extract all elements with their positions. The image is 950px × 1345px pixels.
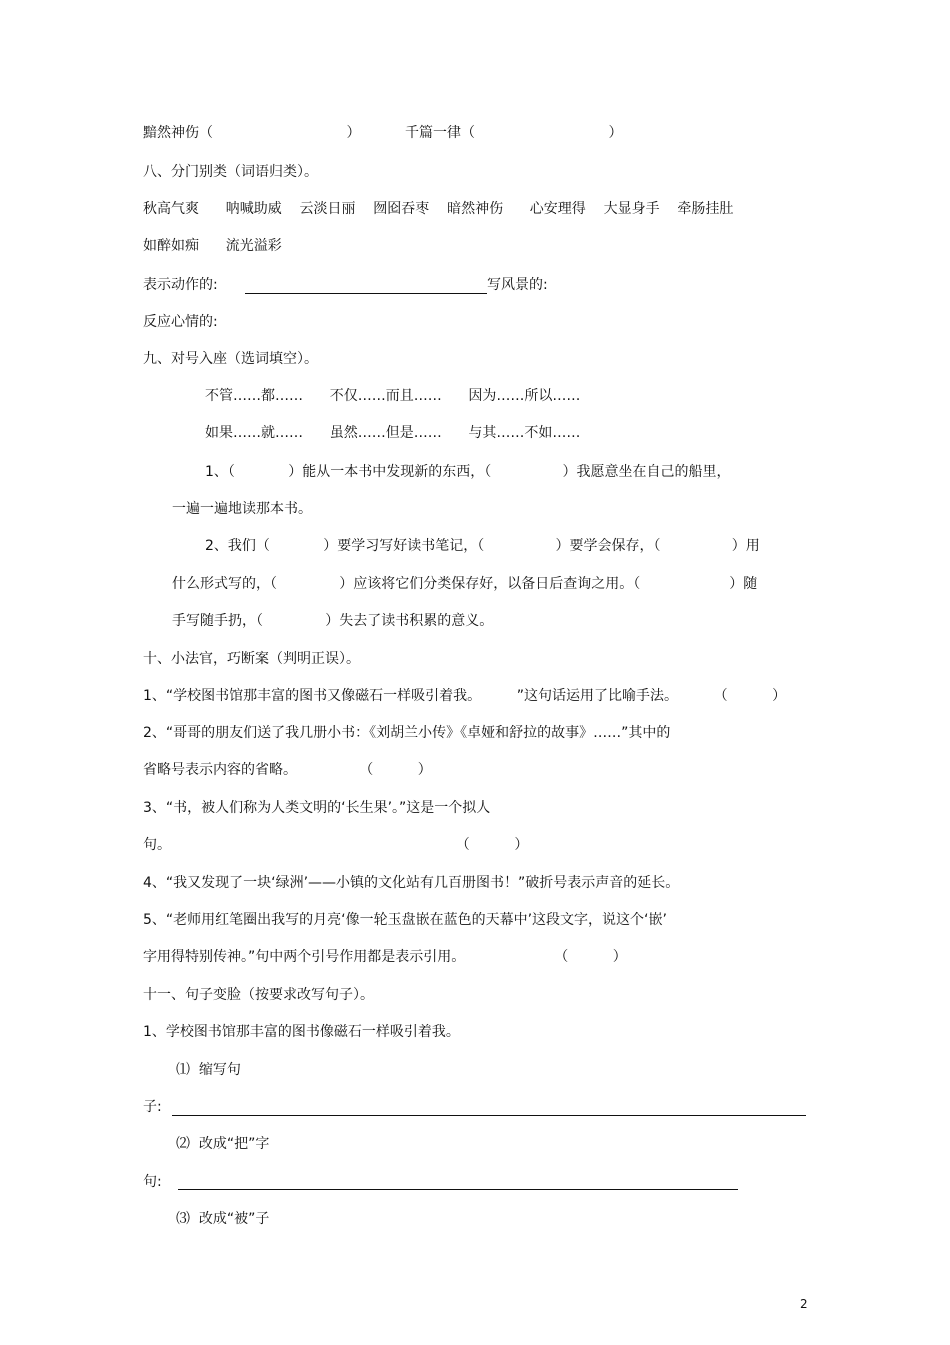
text-line: 子:	[143, 1099, 162, 1115]
section-heading: 八、分门别类（词语归类）。	[143, 164, 318, 180]
text-line: 1、“学校图书馆那丰富的图书又像磁石一样吸引着我。 ”这句话运用了比喻手法。 （ ）	[143, 688, 787, 704]
text-line: 手写随手扔，（ ）失去了读书积累的意义。	[172, 613, 494, 629]
text-line: 5、“老师用红笔圈出我写的月亮‘像一轮玉盘嵌在蓝色的天幕中’这段文字，说这个‘嵌’	[143, 912, 667, 928]
text-line: 1、（ ）能从一本书中发现新的东西，（ ）我愿意坐在自己的船里，	[205, 464, 731, 480]
text-line: 不管……都…… 不仅……而且…… 因为……所以……	[205, 388, 581, 404]
text-line: 一遍一遍地读那本书。	[172, 501, 312, 517]
text-line: 2、我们（ ）要学习写好读书笔记，（ ）要学会保存，（ ）用	[205, 538, 760, 554]
text-line: 表示动作的:	[143, 277, 218, 293]
section-heading: 十、小法官，巧断案（判明正误）。	[143, 651, 360, 667]
answer-line[interactable]	[178, 1189, 738, 1190]
text-line: 省略号表示内容的省略。 （ ）	[143, 762, 432, 778]
text-line: 黯然神伤（ ） 千篇一律（ ）	[143, 125, 623, 141]
answer-line[interactable]	[245, 293, 487, 294]
text-line: 什么形式写的，（ ）应该将它们分类保存好，以备日后查询之用。（ ）随	[172, 576, 758, 592]
text-line: 4、“我又发现了一块‘绿洲’——小镇的文化站有几百册图书！”破折号表示声音的延长。	[143, 875, 680, 891]
text-line: 2、“哥哥的朋友们送了我几册小书：《刘胡兰小传》《卓娅和舒拉的故事》……”其中的	[143, 725, 671, 741]
text-line: 如果……就…… 虽然……但是…… 与其……不如……	[205, 425, 581, 441]
text-line: 字用得特别传神。”句中两个引号作用都是表示引用。 （ ）	[143, 949, 627, 965]
section-heading: 九、对号入座（选词填空）。	[143, 351, 318, 367]
text-line: 1、学校图书馆那丰富的图书像磁石一样吸引着我。	[143, 1024, 460, 1040]
page-number: 2	[800, 1297, 808, 1311]
text-line: 如醉如痴 流光溢彩	[143, 238, 282, 254]
text-line: ⑵ 改成“把”字	[176, 1136, 270, 1152]
text-line: 3、“书，被人们称为人类文明的‘长生果’。”这是一个拟人	[143, 800, 491, 816]
text-line: ⑶ 改成“被”子	[176, 1211, 270, 1227]
text-line: 句:	[143, 1174, 162, 1190]
text-line: ⑴ 缩写句	[176, 1062, 241, 1078]
section-heading: 十一、句子变脸（按要求改写句子）。	[143, 987, 374, 1003]
text-line: 反应心情的:	[143, 314, 218, 330]
answer-line[interactable]	[172, 1115, 806, 1116]
text-line: 写风景的:	[487, 277, 548, 293]
text-line: 句。 （ ）	[143, 837, 529, 853]
text-line: 秋高气爽 呐喊助威 云淡日丽 囫囵吞枣 暗然神伤 心安理得 大显身手 牵肠挂肚	[143, 201, 734, 217]
